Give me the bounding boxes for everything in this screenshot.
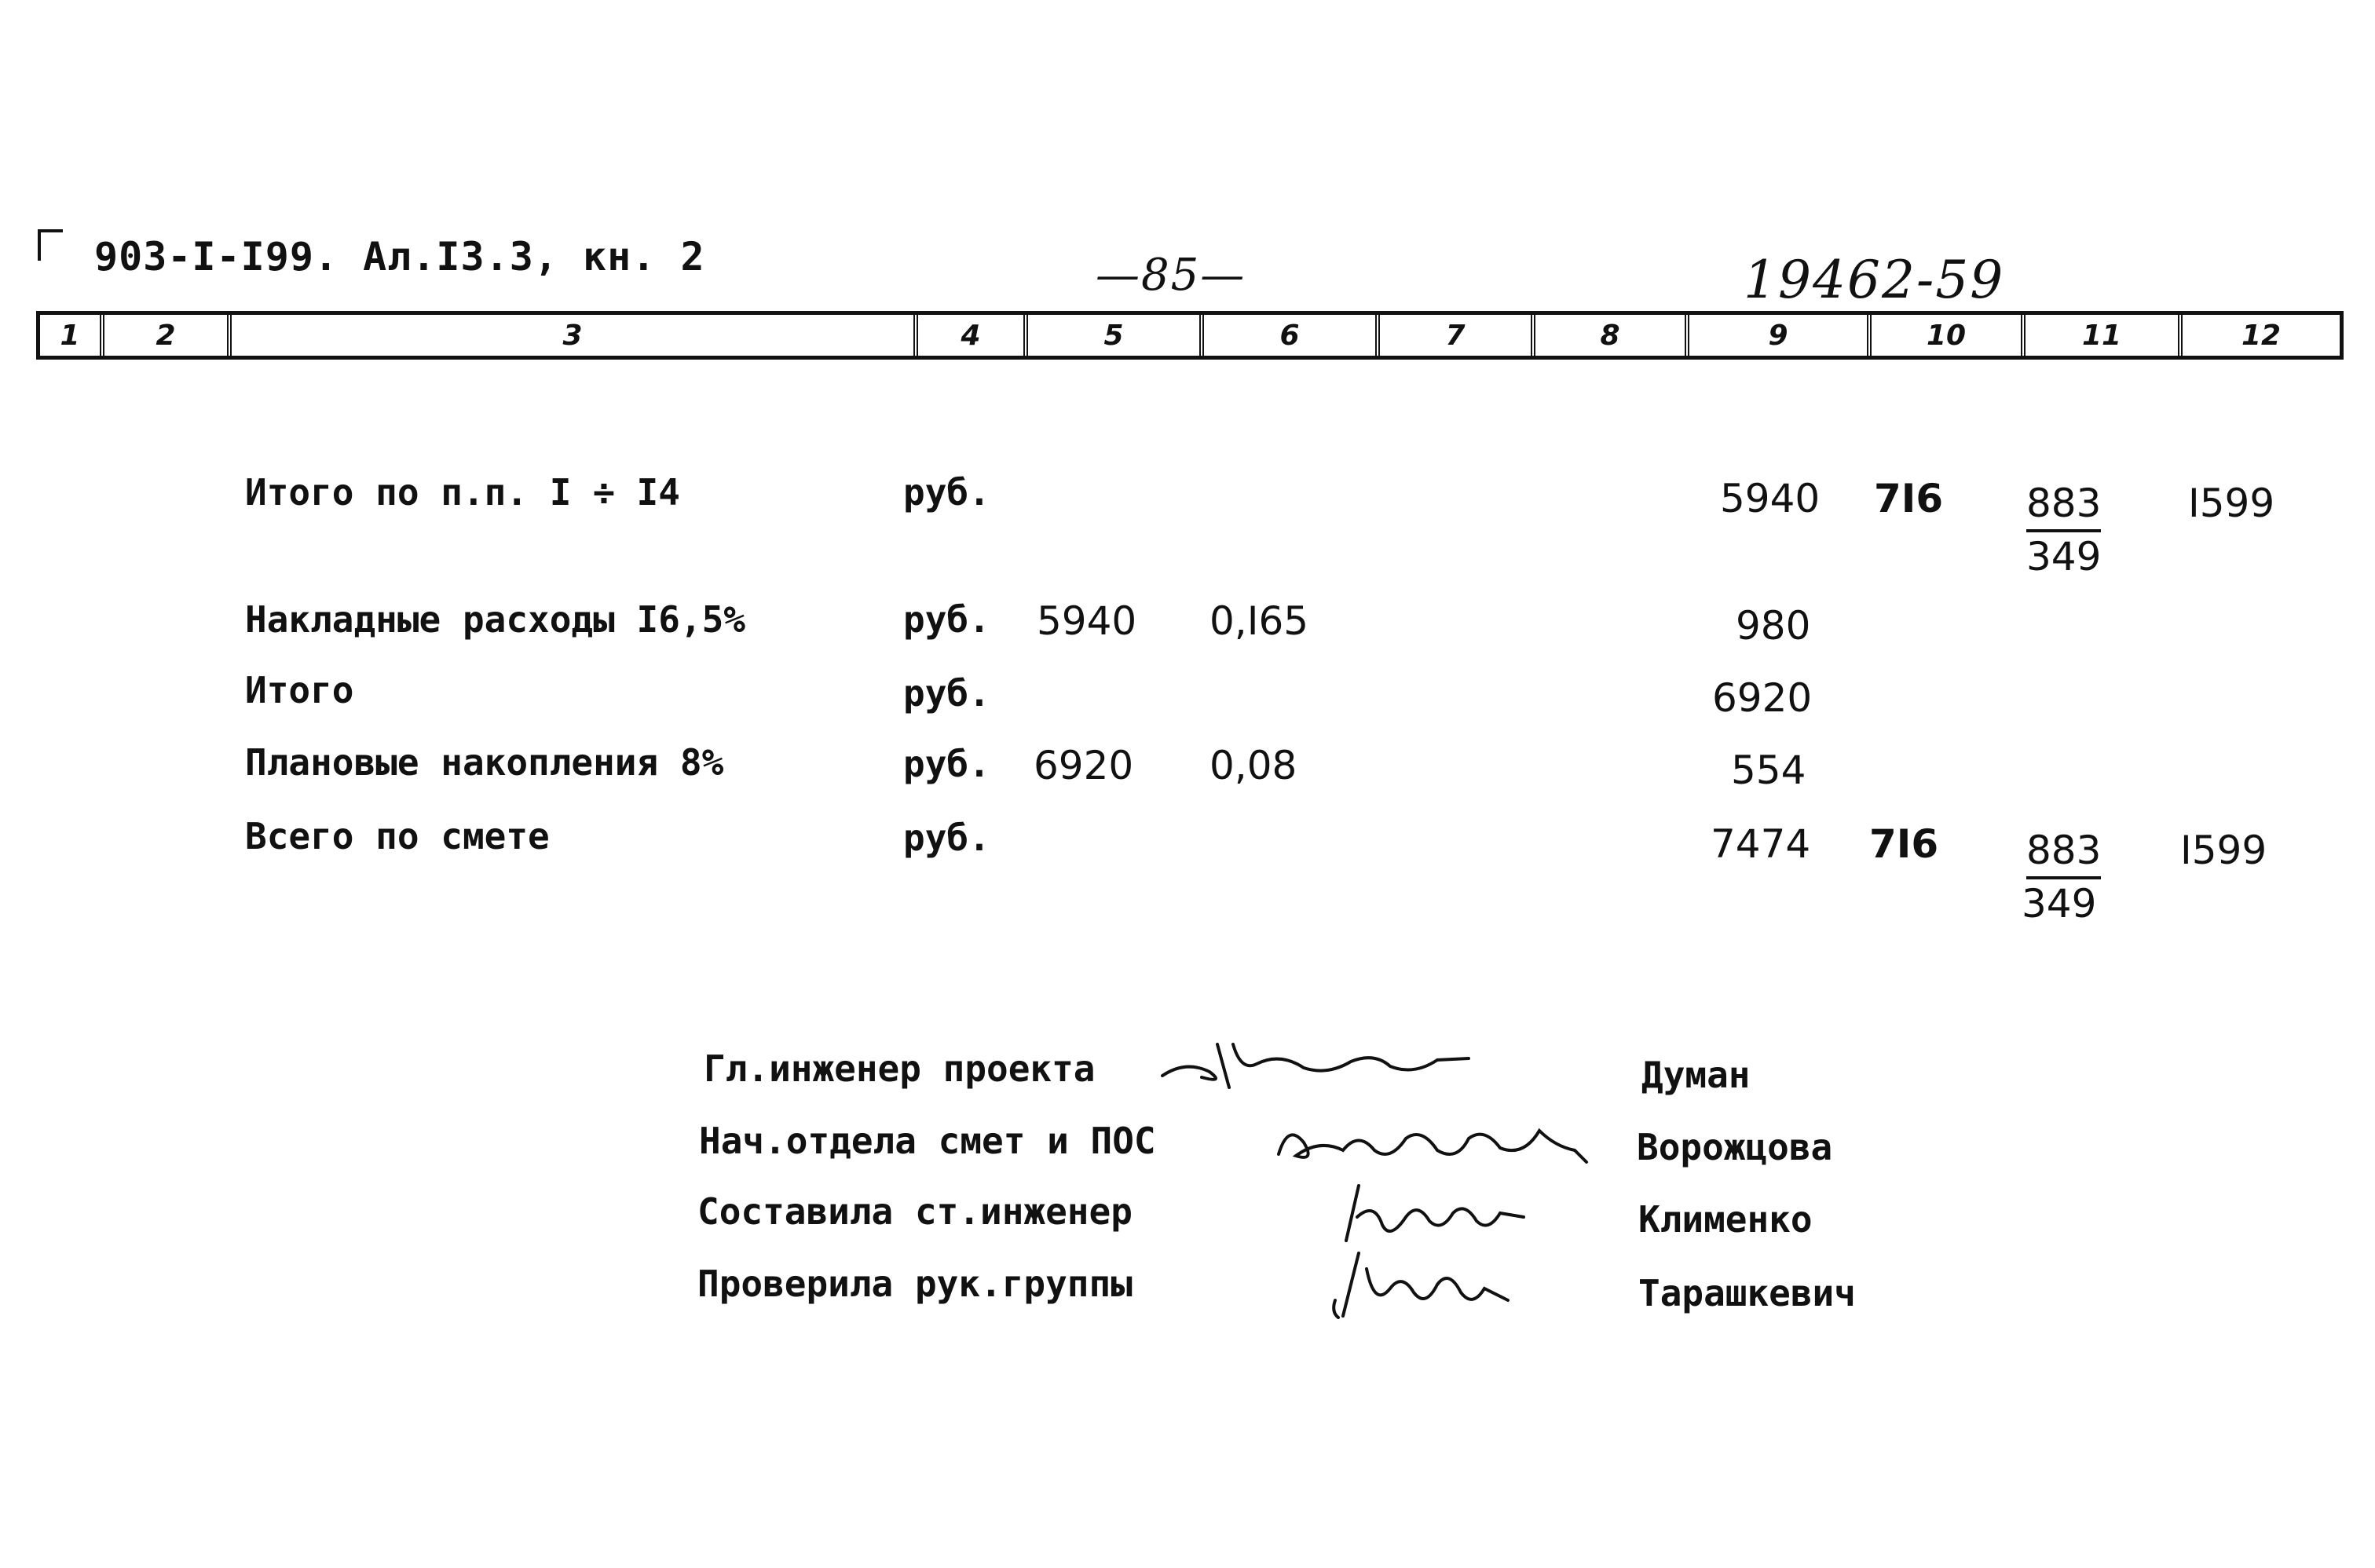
row-unit: руб. — [903, 598, 990, 641]
col11-top-value: 883 — [2026, 828, 2101, 879]
document-code: 903-I-I99. Ал.I3.3, кн. 2 — [94, 234, 705, 280]
col12-value: I599 — [2188, 481, 2275, 526]
signatory-name: Тарашкевич — [1638, 1272, 1856, 1314]
handwritten-signature — [1327, 1245, 1531, 1336]
column-index-strip — [36, 311, 2344, 360]
column-index: 4 — [918, 315, 1028, 356]
row-label: Накладные расходы I6,5% — [245, 598, 745, 641]
column-index: 1 — [40, 315, 104, 356]
signatory-name: Клименко — [1638, 1198, 1813, 1241]
signature-title: Нач.отдела смет и ПОС — [699, 1120, 1156, 1162]
col9-value: 5940 — [1720, 476, 1821, 521]
row-label: Итого по п.п. I ÷ I4 — [245, 471, 680, 514]
row-label: Итого — [245, 669, 354, 711]
row-unit: руб. — [903, 817, 990, 859]
column-index: 5 — [1028, 315, 1204, 356]
col10-value: 7I6 — [1869, 821, 1939, 867]
col5-value: 6920 — [1034, 743, 1134, 788]
col9-value: 554 — [1731, 747, 1806, 793]
col9-value: 980 — [1736, 603, 1811, 649]
signature-title: Проверила рук.группы — [697, 1263, 1133, 1305]
signature-scribble — [1155, 1029, 1484, 1099]
column-index: 6 — [1204, 315, 1380, 356]
col10-value: 7I6 — [1874, 476, 1944, 521]
column-index: 3 — [232, 315, 918, 356]
column-index: 12 — [2241, 319, 2282, 352]
corner-mark — [38, 229, 63, 261]
row-unit: руб. — [903, 743, 990, 785]
col9-value: 7474 — [1711, 821, 1811, 867]
column-index: 8 — [1535, 315, 1689, 356]
col11-bottom-value: 349 — [2022, 881, 2097, 927]
signatory-name: Думан — [1641, 1054, 1751, 1096]
col6-value: 0,08 — [1209, 743, 1297, 788]
column-index: 11 — [2026, 315, 2183, 356]
col11-bottom-value: 349 — [2026, 534, 2102, 579]
col6-value: 0,I65 — [1209, 598, 1309, 644]
signature-scribble — [1335, 1178, 1539, 1248]
col11-top-value: 883 — [2026, 481, 2101, 532]
column-index: 2 — [104, 315, 232, 356]
row-label: Плановые накопления 8% — [245, 741, 724, 784]
col9-value: 6920 — [1712, 675, 1813, 721]
signatory-name: Ворожцова — [1637, 1126, 1833, 1168]
signature-title: Гл.инженер проекта — [704, 1047, 1096, 1090]
column-index: 10 — [1872, 315, 2026, 356]
column-index: 9 — [1689, 315, 1872, 356]
page-number: —85— — [1096, 250, 1246, 301]
signature-scribble — [1327, 1245, 1531, 1324]
col5-value: 5940 — [1037, 598, 1137, 644]
column-index: 7 — [1380, 315, 1535, 356]
sheet-number: 19462-59 — [1744, 250, 2005, 310]
signature-scribble — [1272, 1107, 1602, 1178]
row-unit: руб. — [903, 471, 990, 514]
row-label: Всего по смете — [245, 815, 550, 857]
row-unit: руб. — [903, 672, 990, 715]
handwritten-signature — [1155, 1029, 1484, 1111]
col12-value: I599 — [2180, 828, 2267, 873]
signature-title: Составила ст.инженер — [697, 1190, 1133, 1233]
